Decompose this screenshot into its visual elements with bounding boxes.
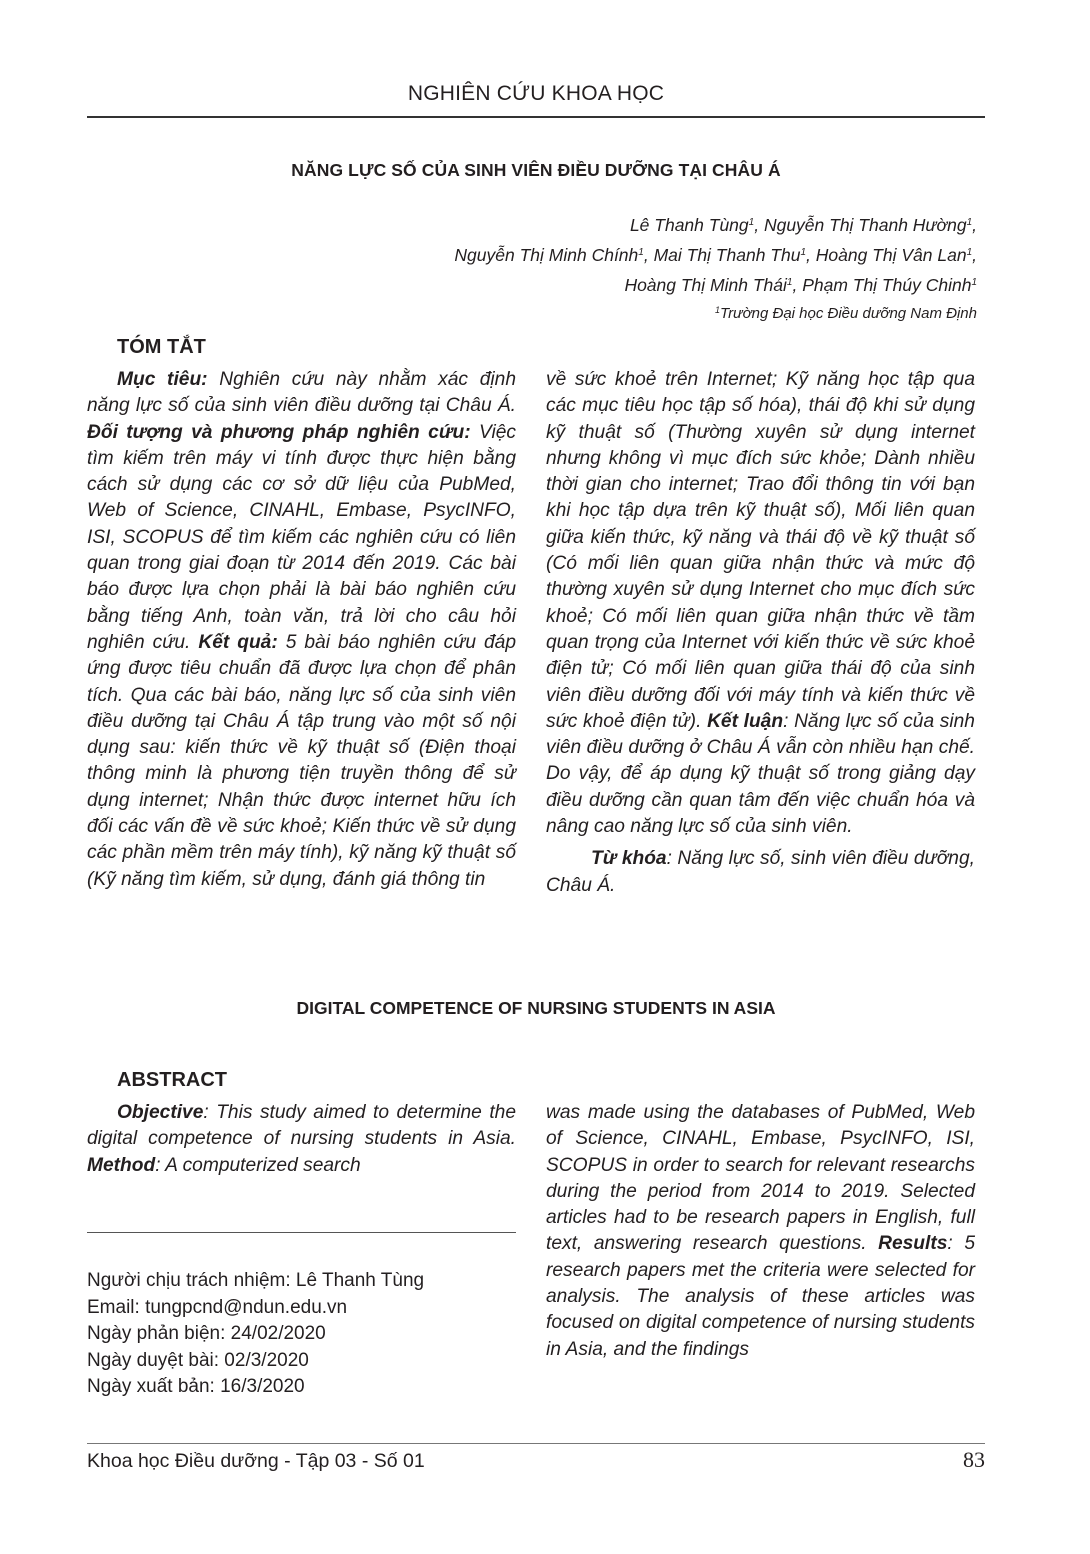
conclusion-label: Kết luận bbox=[707, 710, 784, 732]
affiliation-text: Trường Đại học Điều dưỡng Nam Định bbox=[720, 305, 977, 322]
header-rule bbox=[87, 116, 985, 118]
abstract-en-left-column bbox=[87, 1100, 516, 1179]
author-list bbox=[277, 209, 977, 325]
affiliation-mark: 1 bbox=[971, 277, 977, 288]
author-name: Nguyễn Thị Thanh Hường bbox=[763, 215, 967, 235]
correspondence-block bbox=[87, 1268, 516, 1401]
abstract-vn-left-column bbox=[87, 367, 516, 893]
article-title-vn: NĂNG LỰC SỐ CỦA SINH VIÊN ĐIỀU DƯỠNG TẠI CHÂU Á bbox=[291, 160, 781, 180]
abstract-vn-body-left bbox=[87, 367, 516, 893]
affiliation-mark: 1 bbox=[966, 217, 973, 228]
results-text-en: : 5 research papers met the criteria were selected for analysis. The analysis of these articles was focused on digital competence of nursing students in Asia, and the findings bbox=[546, 1233, 975, 1360]
method-text-en-left: : A computerized search bbox=[155, 1154, 361, 1176]
keywords-text: : Năng lực số, sinh viên điều dưỡng, Châu Á. bbox=[546, 848, 975, 896]
results-text-left: 5 bài báo nghiên cứu đáp ứng được tiêu chuẩn đã được lựa chọn để phân tích. Qua các bài báo, năng lực số của sinh viên điều dưỡng tại Châu Á tập trung vào một số nội dụng sau: kiến thức về kỹ thuật số (Điện thoại thông minh là phương tiện truyền thông để sử dụng internet; Nhận thức được internet hữu ích đối các vấn đề về sức khoẻ; Kiến thức về sử dụng các phần mềm trên máy tính), kỹ năng kỹ thuật số (Kỹ năng tìm kiếm, sử dụng, đánh giá thông tin bbox=[87, 631, 516, 890]
objective-label-en: Objective bbox=[117, 1102, 204, 1123]
method-label-en: Method bbox=[87, 1154, 156, 1176]
affiliation-mark: 1 bbox=[966, 247, 973, 258]
affiliation bbox=[277, 299, 977, 325]
abstract-vn-body-right bbox=[546, 367, 975, 840]
author-line-3: Hoàng Thị Minh Thái$^1$, Phạm Thị Thúy Chinh$^1$ bbox=[624, 275, 977, 295]
method-label: Đối tượng và phương pháp nghiên cứu: bbox=[87, 421, 471, 443]
abstract-en-right-column bbox=[546, 1100, 975, 1363]
method-text-en-right: was made using the databases of PubMed, Web of Science, CINAHL, Embase, PsycINFO, ISI, SCOPUS in order to search for relevant researchs during the period from 2014 to 2019. Selected articles had to be research papers in English, full text, answering research questions. bbox=[546, 1102, 975, 1255]
affiliation-mark: 1 bbox=[800, 247, 807, 258]
running-header: NGHIÊN CỨU KHOA HỌC bbox=[407, 82, 665, 105]
objective-text: Nghiên cứu này nhằm xác định năng lực số của sinh viên điều dưỡng tại Châu Á. bbox=[87, 369, 516, 417]
approval-date: Ngày duyệt bài: 02/3/2020 bbox=[87, 1349, 309, 1371]
article-title-en: DIGITAL COMPETENCE OF NURSING STUDENTS IN ASIA bbox=[296, 998, 776, 1018]
keywords-vn bbox=[546, 846, 975, 899]
responsible-author: Người chịu trách nhiệm: Lê Thanh Tùng bbox=[87, 1270, 425, 1291]
objective-label: Mục tiêu: bbox=[117, 369, 208, 390]
affiliation-mark: 1 bbox=[748, 217, 755, 228]
author-line-1: Lê Thanh Tùng$^1$, Nguyễn Thị Thanh Hường$^1$, bbox=[629, 215, 977, 235]
abstract-en-body-right bbox=[546, 1100, 975, 1363]
journal-footer: Khoa học Điều dưỡng - Tập 03 - Số 01 bbox=[87, 1450, 425, 1472]
footer-rule bbox=[87, 1443, 985, 1444]
method-text: Việc tìm kiếm trên máy vi tính được thực hiện bằng cách sử dụng các cơ sở dữ liệu của PubMed, Web of Science, CINAHL, Embase, PsycINFO, ISI, SCOPUS để tìm kiếm các nghiên cứu có liên quan trong giai đoạn từ 2014 đến 2019. Các bài báo được lựa chọn phải là bài báo nghiên cứu bằng tiếng Anh, toàn văn, trả lời cho câu hỏi nghiên cứu. bbox=[87, 421, 516, 653]
author-name: Phạm Thị Thúy Chinh bbox=[802, 275, 972, 295]
author-name: Hoàng Thị Minh Thái bbox=[624, 275, 787, 295]
publish-date: Ngày xuất bản: 16/3/2020 bbox=[87, 1376, 305, 1397]
author-name: Mai Thị Thanh Thu bbox=[653, 245, 801, 265]
abstract-en-heading: ABSTRACT bbox=[117, 1069, 227, 1091]
email: Email: tungpcnd@ndun.edu.vn bbox=[87, 1296, 348, 1318]
results-label: Kết quả: bbox=[198, 631, 278, 653]
conclusion-text: : Năng lực số của sinh viên điều dưỡng ở Châu Á vẫn còn nhiều hạn chế. Do vậy, để áp dụng kỹ thuật số trong giảng dạy điều dưỡng cần quan tâm đến việc chuẩn hóa và nâng cao năng lực số của sinh viên. bbox=[546, 710, 975, 838]
abstract-vn-heading: TÓM TẮT bbox=[117, 336, 206, 358]
keywords-label: Từ khóa bbox=[591, 848, 667, 870]
author-name: Nguyễn Thị Minh Chính bbox=[454, 245, 639, 265]
abstract-en-body-left bbox=[87, 1100, 516, 1179]
results-text-right: về sức khoẻ trên Internet; Kỹ năng học tập qua các mục tiêu học tập số hóa), thái độ khi sử dụng kỹ thuật số (Thường xuyên sử dụng internet nhưng không vì mục đích sức khỏe; Dành nhiều thời gian cho internet; Trao đổi thông tin với bạn khi học tập dựa trên kỹ thuật số), Mối liên quan giữa kiến thức, kỹ năng và thái độ về kỹ thuật số (Có mối liên quan giữa nhận thức và mức độ thường xuyên sử dụng Internet cho mục đích sức khoẻ; Có mối liên quan giữa nhận thức về tầm quan trọng của Internet với kiến thức về sức khoẻ điện tử; Có mối liên quan giữa thái độ của sinh viên điều dưỡng đối với máy tính và kiến thức về sức khoẻ điện tử). bbox=[546, 369, 975, 732]
results-label-en: Results bbox=[878, 1233, 948, 1255]
author-name: Lê Thanh Tùng bbox=[629, 215, 749, 235]
correspondence-separator bbox=[87, 1232, 516, 1233]
author-line-2: Nguyễn Thị Minh Chính$^1$, Mai Thị Thanh Thu$^1$, Hoàng Thị Vân Lan$^1$, bbox=[454, 245, 977, 265]
affiliation-mark: 1 bbox=[638, 247, 644, 258]
page-number: 83 bbox=[963, 1447, 985, 1472]
abstract-vn-right-column bbox=[546, 367, 975, 899]
affiliation-mark: 1 bbox=[786, 277, 793, 288]
author-name: Hoàng Thị Vân Lan bbox=[815, 245, 967, 265]
review-date: Ngày phản biện: 24/02/2020 bbox=[87, 1323, 326, 1344]
affiliation-mark: 1 bbox=[715, 305, 721, 315]
objective-text-en: : This study aimed to determine the digital competence of nursing students in Asia. bbox=[87, 1102, 516, 1150]
